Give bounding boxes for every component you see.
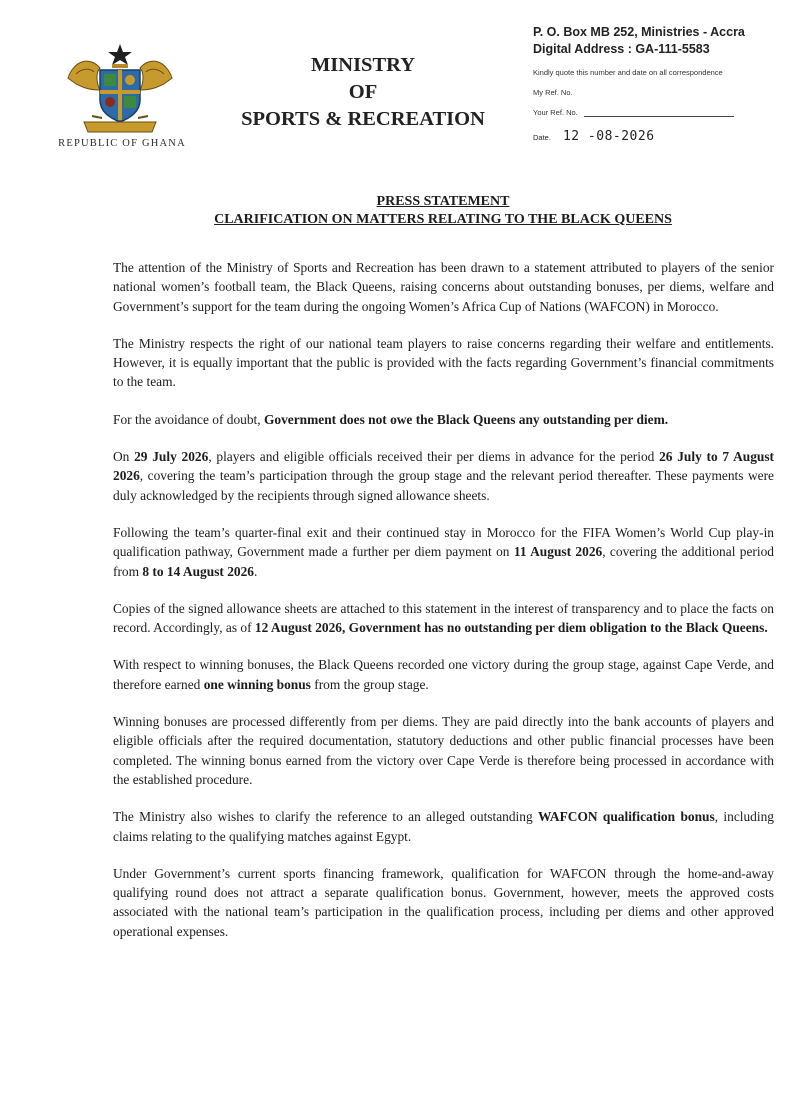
your-ref-line: [584, 116, 734, 117]
body-paragraph: [113, 258, 774, 316]
paragraph-text: Copies of the signed allowance sheets are attached to this statement in the interest of transparency and to place the facts on record. Accordingly, as of: [113, 600, 774, 636]
paragraph-text: , including claims relating to the qualifying matches against Egypt.: [113, 809, 774, 844]
bold-text: 8 to 14 August 2026: [142, 563, 254, 579]
body-paragraph: [113, 807, 774, 846]
paragraph-text: , covering the additional period from: [113, 544, 774, 579]
your-ref-row: [533, 108, 745, 117]
date-label: Date.: [533, 133, 551, 142]
statement-body: [113, 258, 774, 959]
bold-text: 26 July to 7 August 2026: [113, 449, 775, 484]
paragraph-text: , players and eligible officials received their per diems in advance for the period: [208, 449, 660, 465]
body-paragraph: [113, 655, 774, 694]
paragraph-text: The Ministry respects the right of our national team players to raise concerns regarding their welfare and entitlements. However, it is equally important that the public is provided with the facts regarding Government’s financial commitments to the team.: [113, 335, 774, 390]
coat-of-arms-crest: [62, 38, 178, 138]
paragraph-text: .: [254, 563, 258, 579]
bold-text: 29 July 2026: [134, 449, 209, 465]
body-paragraph: [113, 410, 774, 429]
paragraph-text: Following the team’s quarter-final exit and their continued stay in Morocco for the FIFA Women’s World Cup play-in qualification pathway, Government made a further per diem payment on: [113, 524, 774, 560]
paragraph-text: The Ministry also wishes to clarify the reference to an alleged outstanding: [113, 809, 539, 825]
ministry-line-1: MINISTRY: [310, 54, 416, 76]
body-paragraph: [113, 864, 774, 941]
my-ref-label: My Ref. No.: [533, 88, 573, 97]
digital-address: Digital Address : GA-111-5583: [533, 42, 710, 56]
clarification-title: CLARIFICATION ON MATTERS RELATING TO THE BLACK QUEENS: [214, 212, 672, 227]
republic-label: REPUBLIC OF GHANA: [58, 138, 186, 149]
paragraph-text: For the avoidance of doubt,: [113, 411, 264, 427]
contact-block: [533, 24, 745, 144]
ministry-line-2: OF: [348, 81, 378, 103]
postal-address: P. O. Box MB 252, Ministries - Accra: [533, 25, 745, 39]
ministry-line-3: SPORTS & RECREATION: [241, 108, 485, 130]
bold-text: 12 August 2026, Government has no outstanding per diem obligation to the Black Queens.: [254, 620, 768, 636]
paragraph-text: With respect to winning bonuses, the Black Queens recorded one victory during the group stage, against Cape Verde, and therefore earned: [113, 657, 774, 692]
paragraph-text: The attention of the Ministry of Sports and Recreation has been drawn to a statement attributed to players of the senior national women’s football team, the Black Queens, raising concerns about outstanding bonuses, per diems, welfare and Government’s support for the team during the ongoing Women’s Africa Cup of Nations (WAFCON) in Morocco.: [113, 260, 774, 314]
bold-text: Government does not owe the Black Queens any outstanding per diem.: [263, 411, 669, 427]
your-ref-label: Your Ref. No.: [533, 108, 578, 117]
paragraph-text: On: [113, 449, 135, 465]
paragraph-text: , covering the team’s participation through the group stage and the relevant period thereafter. These payments were duly acknowledged by the recipients through signed allowance sheets.: [113, 468, 774, 503]
bold-text: 11 August 2026: [513, 544, 603, 560]
date-row: [533, 129, 745, 144]
body-paragraph: [113, 523, 774, 581]
date-value: 12 -08-2026: [562, 129, 655, 144]
bold-text: one winning bonus: [203, 676, 311, 692]
body-paragraph: [113, 447, 774, 505]
paragraph-text: Under Government’s current sports financing framework, qualification for WAFCON through the home-and-away qualifying round does not attract a separate qualification bonus. Government, however, meets the approved costs associated with the national team’s participation in the qualification process, including per diems and other approved operational expenses.: [113, 865, 774, 939]
statement-heading: [0, 193, 800, 229]
quote-note: Kindly quote this number and date on all correspondence: [533, 68, 723, 77]
body-paragraph: [113, 334, 774, 392]
paragraph-text: from the group stage.: [310, 676, 429, 692]
body-paragraph: [113, 712, 774, 789]
paragraph-text: Winning bonuses are processed differently from per diems. They are paid directly into the bank accounts of players and eligible officials after the required documentation, statutory deductions and other public financial processes have been completed. The winning bonus earned from the victory over Cape Verde is therefore being processed in accordance with the established procedure.: [113, 714, 774, 787]
bold-text: WAFCON qualification bonus: [538, 809, 715, 825]
press-statement-title: PRESS STATEMENT: [376, 194, 510, 209]
body-paragraph: [113, 599, 774, 638]
ministry-title: [222, 52, 504, 133]
